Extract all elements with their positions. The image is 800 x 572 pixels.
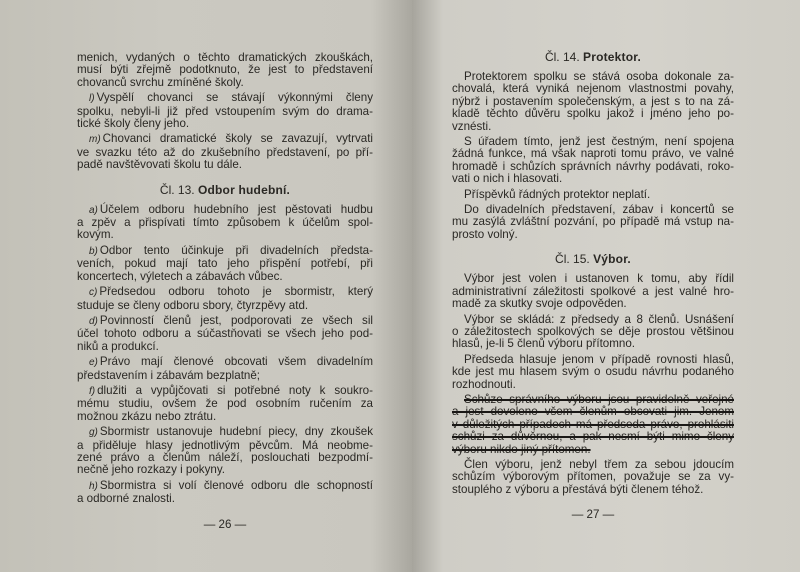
item-label: m) xyxy=(89,134,101,146)
line-text: Výbor jest volen i ustanoven k tomu, aby řídil xyxy=(464,272,734,286)
line-text: Povinností členů jest, podporovati ze všech sil xyxy=(99,313,373,327)
line-text: kladě těchto důvěru spolku jakož i jméno jeho po- xyxy=(452,107,734,121)
line-text: S úřadem tímto, jenž jest čestným, není spojena xyxy=(464,135,734,149)
line-text: tické školy členy jeho. xyxy=(77,117,190,131)
line-text: a jest dovoleno všem členům obcovati jim. Jenom xyxy=(452,405,734,419)
line-text: představením i zábavám bezplatně; xyxy=(77,368,261,382)
item-label: g) xyxy=(89,427,98,439)
paragraph xyxy=(77,356,373,382)
item-label: f) xyxy=(89,385,96,397)
line-text: Vyspělí chovanci se stávají výkonnými členy xyxy=(96,91,373,105)
page-number: — 27 — xyxy=(571,508,615,522)
line-text: Právo mají členové obcovati všem divadelním xyxy=(99,355,373,369)
heading-title: Výbor. xyxy=(593,252,631,267)
paragraph xyxy=(77,426,373,477)
line-text: chovalá, která vyniká nejenom vlastnostmi povahy, xyxy=(452,82,734,96)
line-text: v důležitých případech má předseda právo, prohlásiti xyxy=(452,417,734,431)
text-line xyxy=(452,108,734,120)
page-number: — 26 — xyxy=(203,517,247,531)
line-text: hlasů, je-li 5 členů výboru přítomno. xyxy=(452,337,636,351)
line-text: Sbormistr ustanovuje hudební piecy, dny zkoušek xyxy=(99,425,373,439)
line-text: vati o nich i hlasovati. xyxy=(452,172,563,186)
paragraph xyxy=(452,189,734,201)
section-heading-15 xyxy=(452,252,734,266)
paragraph xyxy=(452,273,734,310)
line-text: a zpěv a přispívati tímto způsobem k účelům spol- xyxy=(77,216,373,230)
paragraph xyxy=(452,354,734,391)
line-text: stouplého z výboru a přestává býti členem téhož. xyxy=(452,482,704,496)
text-line xyxy=(77,271,373,283)
paragraph xyxy=(77,480,373,506)
text-line xyxy=(452,338,734,350)
line-text: Příspěvků řádných protektor neplatí. xyxy=(464,187,651,201)
text-line xyxy=(77,480,373,493)
line-text: Do divadelních představení, zábav i koncertů se xyxy=(464,203,734,217)
section-heading-14 xyxy=(452,50,734,64)
line-text: koncertech, výletech a zábavách vůbec. xyxy=(77,269,283,283)
text-line xyxy=(77,118,373,130)
paragraph xyxy=(452,204,734,241)
line-text: schůzím výborovým přítomen, považuje se za vy- xyxy=(452,470,734,484)
line-text: padě navštěvovati školu tu dále. xyxy=(77,158,242,172)
text-line xyxy=(77,159,373,171)
heading-title: Odbor hudební. xyxy=(197,182,291,197)
item-label: e) xyxy=(89,357,98,369)
item-label: a) xyxy=(89,204,98,216)
line-text: Odbor tento účinkuje při divadelních předsta- xyxy=(99,243,373,257)
line-text: možnou zkázu nebo ztrátu. xyxy=(77,409,217,423)
paragraph xyxy=(77,286,373,312)
line-text: a odborné znalosti. xyxy=(77,492,175,506)
heading-number: Čl. 13. xyxy=(159,182,195,197)
right-page xyxy=(412,0,800,572)
line-text: kde jest mu hlasem svým o osudu návrhu podaného xyxy=(452,365,734,379)
line-text: schůzi za důvěrnou, a pak nesmí býti mimo členy xyxy=(452,430,734,444)
line-text: niků a produkcí. xyxy=(77,339,159,353)
text-line xyxy=(77,92,373,105)
paragraph xyxy=(77,92,373,130)
line-text: výboru nikdo jiný přítomen. xyxy=(452,442,591,456)
section-heading-13 xyxy=(77,183,373,197)
line-text: mu zasýlá zvláštní pozvání, po případě má vstup na- xyxy=(452,215,734,229)
text-line xyxy=(77,493,373,505)
line-text: a přiděluje hlasy jednotlivým pěvcům. Má neobme- xyxy=(77,438,373,452)
line-text: menich, vydaných o těchto dramatických zkouškách, xyxy=(77,51,373,64)
line-text: Sbormistra si volí členové odboru dle schopností xyxy=(99,478,373,492)
heading-title: Protektor. xyxy=(583,50,642,64)
section-15-paragraphs xyxy=(452,273,734,496)
text-line xyxy=(77,315,373,328)
line-text: dlužiti a vypůjčovati si potřebné noty k soukro- xyxy=(97,383,373,397)
paragraph xyxy=(452,459,734,496)
line-text: administrativní záležitosti spolkové a jest valné hro- xyxy=(452,284,734,298)
line-text: Člen výboru, jenž nebyl třem za sebou jdoucím xyxy=(464,457,734,471)
line-text: Účelem odboru hudebního jest pěstovati hudbu xyxy=(99,202,373,216)
line-text: musí býti zřejmě podotknuto, že jest to představení xyxy=(77,63,373,77)
text-line xyxy=(77,217,373,229)
paragraph xyxy=(452,71,734,133)
heading-number: Čl. 14. xyxy=(544,50,580,64)
line-text: nečně jeho rozkazy i pokyny. xyxy=(77,463,226,477)
text-line xyxy=(77,300,373,312)
item-label: d) xyxy=(89,315,98,327)
heading-number: Čl. 15. xyxy=(555,252,590,267)
text-line xyxy=(77,229,373,241)
line-text: Protektorem spolku se stává osoba dokonale za- xyxy=(464,70,734,83)
paragraph xyxy=(452,136,734,186)
text-line xyxy=(77,385,373,398)
line-text: Předsedou odboru tohoto je sbormistr, který xyxy=(99,285,373,299)
line-text: žádná funkce, má však naproti tomu právo, ve valné xyxy=(452,147,734,161)
item-label: c) xyxy=(89,287,98,299)
line-text: madě za skutky svoje odpověden. xyxy=(452,297,627,311)
line-text: studuje se členy odboru sbory, čtyrzpěvy atd. xyxy=(77,298,309,312)
line-text: chovanců svrchu zmíněné školy. xyxy=(77,75,244,89)
line-text: Předseda hlasuje jenom v případě rovnosti hlasů, xyxy=(464,352,734,366)
line-text: účel tohoto odboru a súčastňovati se všech jeho pod- xyxy=(77,327,373,341)
item-label: h) xyxy=(89,480,98,492)
text-line xyxy=(452,298,734,310)
paragraph xyxy=(77,52,373,89)
text-line xyxy=(452,121,734,133)
paragraph xyxy=(77,245,373,283)
text-line xyxy=(77,133,373,146)
text-line xyxy=(77,426,373,439)
text-line xyxy=(452,379,734,391)
text-line xyxy=(77,245,373,258)
text-line xyxy=(77,286,373,299)
line-text: Schůze správního výboru jsou pravidelně veřejné xyxy=(464,392,734,406)
text-line xyxy=(77,370,373,382)
text-line xyxy=(77,204,373,217)
text-line xyxy=(452,229,734,241)
paragraph xyxy=(77,385,373,423)
line-text: prosto volný. xyxy=(452,227,518,241)
struck-paragraph xyxy=(452,394,734,456)
line-text: kovým. xyxy=(77,228,114,242)
text-line xyxy=(452,189,734,201)
line-text: Chovanci dramatické školy se zavazují, vytrvati xyxy=(102,132,373,146)
text-line xyxy=(77,411,373,423)
line-text: o záležitostech spolkových se děje prostou většinou xyxy=(452,324,734,338)
line-text: veních, pokud mají tato jeho přispění potřebí, při xyxy=(77,257,373,271)
text-line xyxy=(77,77,373,89)
line-text: spolku, nebyli-li již před vstoupením svým do drama- xyxy=(77,104,373,118)
line-text: vznésti. xyxy=(452,119,492,133)
paragraph xyxy=(452,314,734,351)
line-text: zené právo a členům náleží, poslouchati bezpodmí- xyxy=(77,450,373,464)
text-line xyxy=(452,173,734,185)
line-text: Výbor se skládá: z předsedy a 8 členů. Usnášení xyxy=(464,312,734,326)
line-text: nýbrž i postavením společenským, a jest s to na zá- xyxy=(452,94,734,108)
item-label: l) xyxy=(89,93,95,105)
line-text: hromadě i schůzích správních návrhy podávati, roko- xyxy=(452,159,734,173)
line-text: mému studiu, ovšem že pod osobním ručením za xyxy=(77,397,373,411)
left-intro-paragraphs xyxy=(77,52,373,172)
line-text: rozhodnouti. xyxy=(452,377,516,391)
text-line xyxy=(77,356,373,369)
section-14-paragraphs xyxy=(452,71,734,241)
text-line xyxy=(452,444,734,456)
paragraph xyxy=(77,133,373,171)
line-text: ve svazku této až do zkušebního představení, po pří- xyxy=(77,145,373,159)
text-line xyxy=(452,484,734,496)
item-label: b) xyxy=(89,245,98,257)
paragraph xyxy=(77,315,373,353)
text-line xyxy=(77,341,373,353)
paragraph xyxy=(77,204,373,242)
section-13-paragraphs xyxy=(77,204,373,506)
text-line xyxy=(77,464,373,476)
